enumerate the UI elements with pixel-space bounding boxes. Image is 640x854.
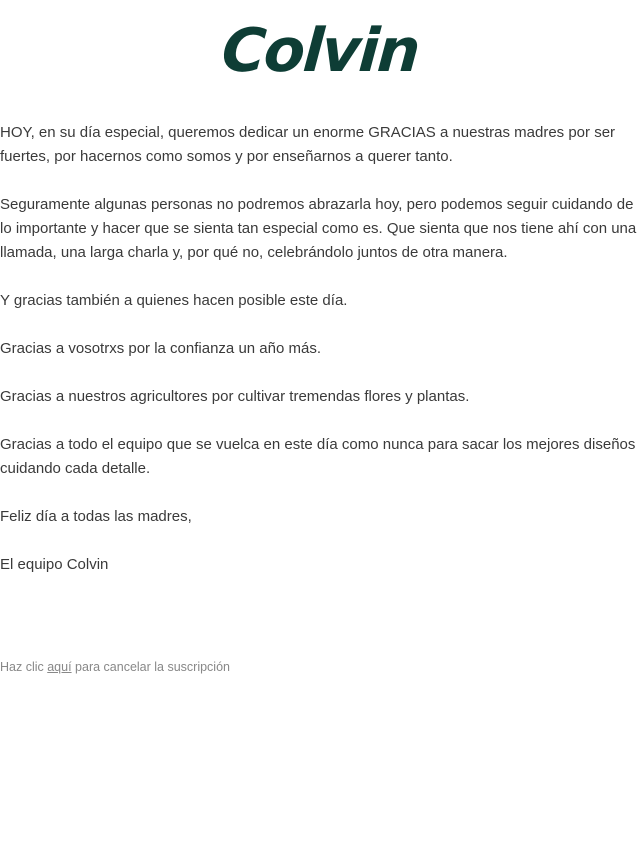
paragraph-farmers: Gracias a nuestros agricultores por cultivar tremendas flores y plantas. bbox=[0, 388, 470, 405]
colvin-logo[interactable]: Colvin bbox=[219, 16, 421, 86]
email-body bbox=[0, 121, 640, 601]
paragraph-signature: El equipo Colvin bbox=[0, 556, 109, 573]
paragraph-intro: HOY, en su día especial, queremos dedicar un enorme GRACIAS a nuestras madres por ser fuertes, por hacernos como somos y por enseñarnos a querer tanto. bbox=[0, 124, 616, 165]
paragraph-hug: Seguramente algunas personas no podremos abrazarla hoy, pero podemos seguir cuidando de lo importante y hacer que se sienta tan especial como es. Que sienta que nos tiene ahí con una llamada, una larga charla y, por qué no, celebrándolo juntos de otra manera. bbox=[0, 196, 637, 261]
header bbox=[0, 16, 640, 86]
unsubscribe-footer bbox=[0, 659, 230, 675]
unsubscribe-link[interactable]: aquí bbox=[47, 660, 72, 674]
paragraph-thanks: Y gracias también a quienes hacen posible este día. bbox=[0, 292, 348, 309]
paragraph-team: Gracias a todo el equipo que se vuelca en este día como nunca para sacar los mejores diseños cuidando cada detalle. bbox=[0, 436, 636, 477]
paragraph-customers: Gracias a vosotrxs por la confianza un año más. bbox=[0, 340, 321, 357]
paragraph-greeting: Feliz día a todas las madres, bbox=[0, 508, 192, 525]
unsubscribe-suffix: para cancelar la suscripción bbox=[71, 660, 230, 674]
unsubscribe-prefix: Haz clic bbox=[0, 660, 48, 674]
